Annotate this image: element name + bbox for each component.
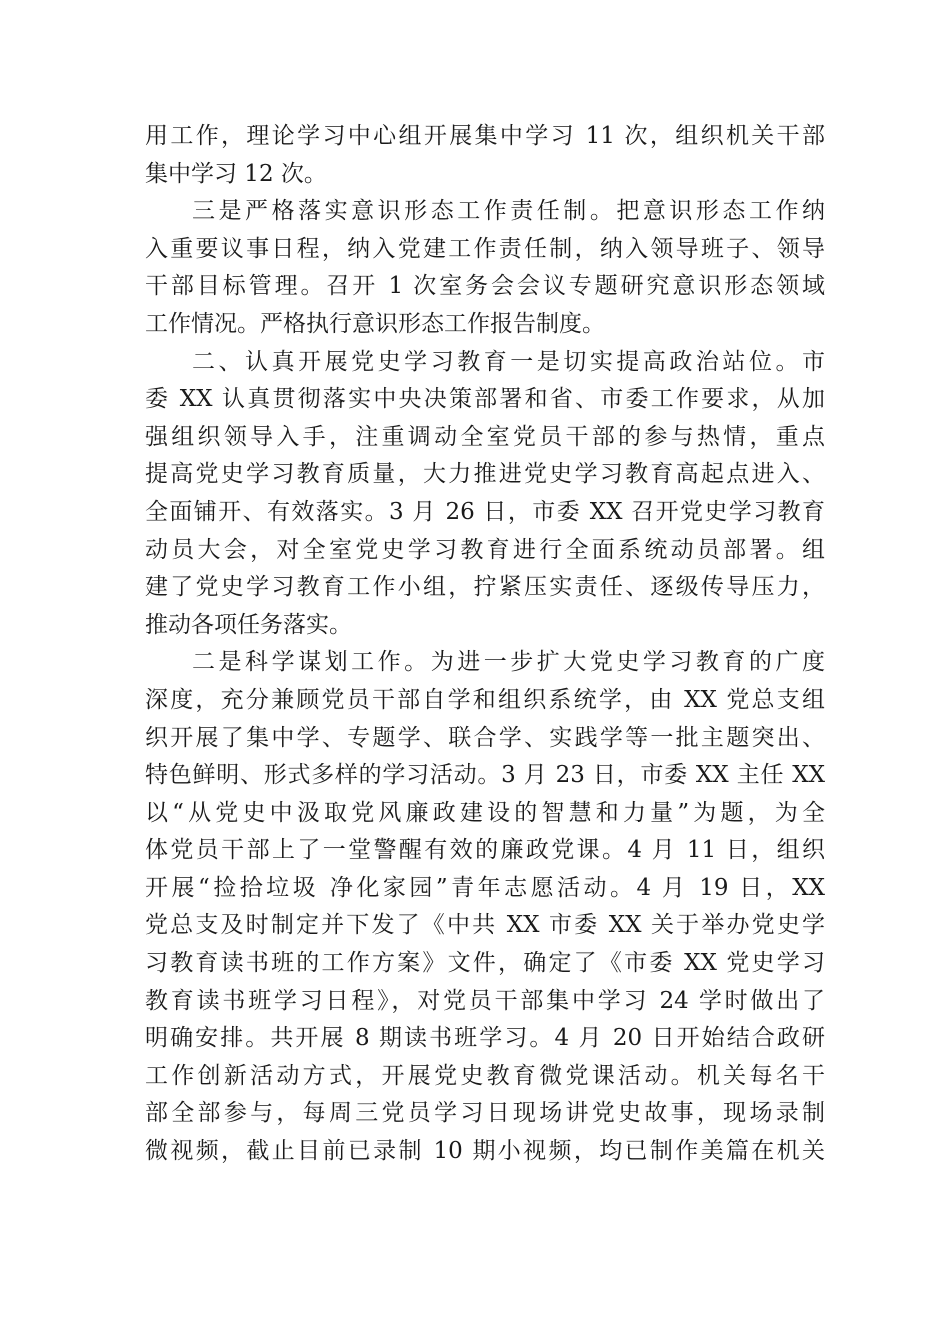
text-line: 集中学习 12 次。 bbox=[145, 160, 327, 187]
text-line: 党总支及时制定并下发了《中共 XX 市委 XX 关于举办党史学 bbox=[145, 912, 825, 939]
text-line: 干部目标管理。召开 1 次室务会会议专题研究意识形态领域 bbox=[145, 273, 825, 300]
text-line: 体党员干部上了一堂警醒有效的廉政党课。4 月 11 日，组织 bbox=[145, 837, 825, 864]
text-line: 三是严格落实意识形态工作责任制。把意识形态工作纳 bbox=[192, 198, 825, 225]
text-line: 委 XX 认真贯彻落实中央决策部署和省、市委工作要求，从加 bbox=[145, 386, 825, 413]
text-line: 以“从党史中汲取党风廉政建设的智慧和力量”为题，为全 bbox=[145, 799, 825, 826]
text-line: 二是科学谋划工作。为进一步扩大党史学习教育的广度 bbox=[192, 649, 825, 676]
text-line: 开展“捡拾垃圾 净化家园”青年志愿活动。4 月 19 日，XX bbox=[145, 874, 825, 901]
text-line: 全面铺开、有效落实。3 月 26 日，市委 XX 召开党史学习教育 bbox=[145, 498, 825, 525]
text-line: 动员大会，对全室党史学习教育进行全面系统动员部署。组 bbox=[145, 536, 825, 563]
text-line: 工作情况。严格执行意识形态工作报告制度。 bbox=[145, 310, 605, 337]
text-line: 提高党史学习教育质量，大力推进党史学习教育高起点进入、 bbox=[145, 461, 825, 488]
text-line: 教育读书班学习日程》，对党员干部集中学习 24 学时做出了 bbox=[145, 987, 825, 1014]
text-line: 入重要议事日程，纳入党建工作责任制，纳入领导班子、领导 bbox=[145, 235, 825, 262]
document-page bbox=[145, 118, 825, 1171]
text-line: 推动各项任务落实。 bbox=[145, 611, 352, 638]
text-line: 特色鲜明、形式多样的学习活动。3 月 23 日，市委 XX 主任 XX bbox=[145, 762, 825, 789]
text-line: 织开展了集中学、专题学、联合学、实践学等一批主题突出、 bbox=[145, 724, 825, 751]
text-line: 习教育读书班的工作方案》文件，确定了《市委 XX 党史学习 bbox=[145, 950, 825, 977]
text-line: 用工作，理论学习中心组开展集中学习 11 次，组织机关干部 bbox=[145, 123, 825, 149]
text-line: 微视频，截止目前已录制 10 期小视频，均已制作美篇在机关 bbox=[145, 1138, 825, 1165]
text-line: 二、认真开展党史学习教育一是切实提高政治站位。市 bbox=[192, 348, 825, 375]
text-line: 明确安排。共开展 8 期读书班学习。4 月 20 日开始结合政研 bbox=[145, 1025, 825, 1052]
text-line: 部全部参与，每周三党员学习日现场讲党史故事，现场录制 bbox=[145, 1100, 825, 1127]
text-line: 工作创新活动方式，开展党史教育微党课活动。机关每名干 bbox=[145, 1062, 825, 1089]
text-line: 强组织领导入手，注重调动全室党员干部的参与热情，重点 bbox=[145, 423, 825, 450]
text-line: 建了党史学习教育工作小组，拧紧压实责任、逐级传导压力， bbox=[145, 574, 825, 601]
text-line: 深度，充分兼顾党员干部自学和组织系统学，由 XX 党总支组 bbox=[145, 686, 825, 713]
